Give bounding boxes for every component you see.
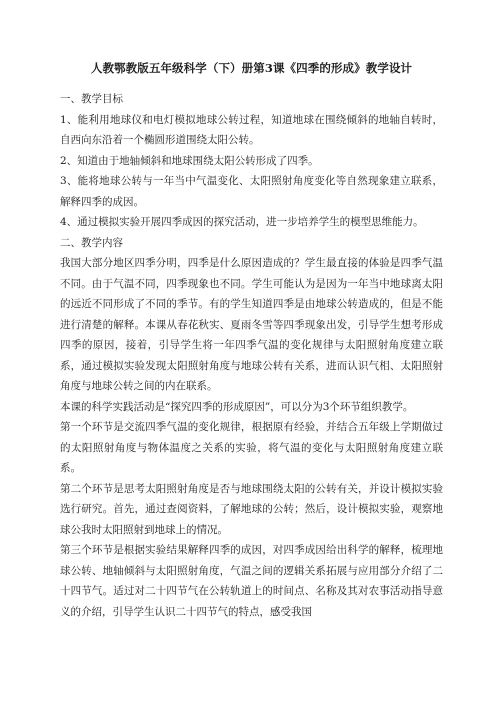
document-title: 人教鄂教版五年级科学（下）册第3课《四季的形成》教学设计 (90, 61, 413, 75)
objective-paragraph: 2、知道由于地轴倾斜和地球围绕太阳公转形成了四季。 (60, 154, 319, 167)
objective-paragraph: 4、通过模拟实验开展四季成因的探究活动，进一步培养学生的模型思维能力。 (60, 216, 424, 228)
section-heading-objectives: 一、教学目标 (60, 93, 123, 105)
content-paragraph: 第三个环节是根据实验结果解释四季的成因，对四季成因给出科学的解释，梳理地球公转、地轴倾斜与太阳照射角度，气温之间的逻辑关系拓展与应用部分介绍了二十四节气。适过对二十四节气在公转轨道上的时间点、名称及其对农事活动指导意义的介绍，引导学生认识二十四节气的特点，感受我国 (60, 544, 443, 618)
content-paragraph: 我国大部分地区四季分明，四季是什么原因造成的？学生最直接的体验是四季气温不同。由于气温不同，四季现象也不同。学生可能认为是因为一年当中地球离太阳的远近不同形成了不同的季节。有的学生知道四季是由地球公转造成的，但是不能进行清楚的解释。本课从春花秋实、夏雨冬雪等四季现象出发，引导学生想考形成四季的原因，接着，引导学生将一年四季气温的变化规律与太阳照射角度建立联系，通过模拟实验发现太阳照射角度与地球公转有关系，进而认识气相、太阳照射角度与地球公转之间的内在联系。 (60, 257, 443, 392)
content-paragraph: 第一个环节是交流四季气温的变化规律，根据原有经验，并结合五年级上学期做过的太阳照射角度与物体温度之关系的实验，将气温的变化与太阳照射角度建立联系。 (60, 421, 443, 474)
content-paragraph: 第二个环节是思考太阳照射角度是否与地球围绕太阳的公转有关，并设计模拟实验选行研究。首先，通过查阅资料，了解地球的公转；然后，设计模拟实验，观察地球公我时太阳照射到地球上的情况。 (60, 482, 443, 536)
section-heading-content: 二、教学内容 (60, 236, 123, 249)
objective-paragraph: 1、能利用地球仪和电灯模拟地球公转过程，知道地球在围绕倾斜的地轴自转时，自西向东沿着一个椭圆形道围绕太阳公转。 (60, 113, 443, 146)
objective-paragraph: 3、能将地球公转与一年当中气温变化、太阳照射角度变化等自然现象建立联系，解释四季的成因。 (60, 175, 443, 208)
content-paragraph: 本课的科学实践活动是“探究四季的形成原因”，可以分为3个环节组织教学。 (60, 400, 414, 413)
